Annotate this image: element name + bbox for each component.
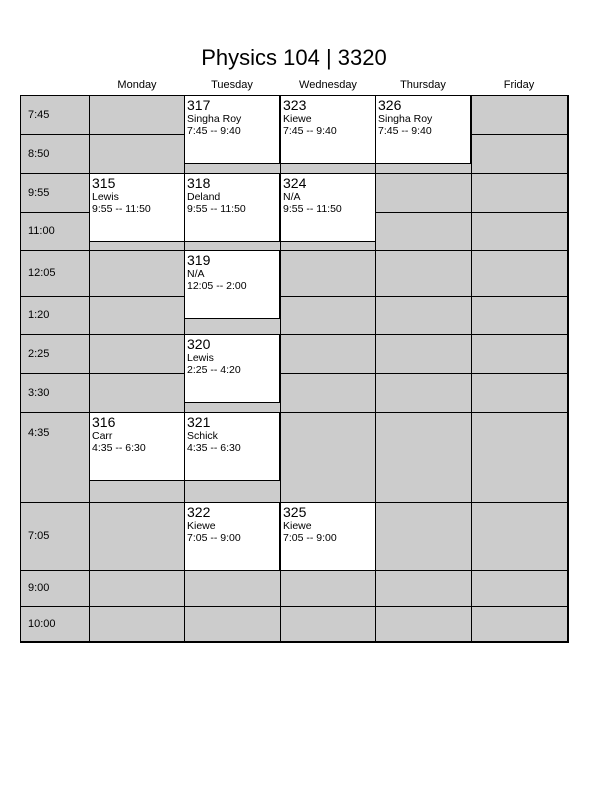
empty-slot <box>89 134 185 174</box>
section-instructor: Lewis <box>187 352 214 364</box>
section-time: 2:25 -- 4:20 <box>187 364 241 376</box>
empty-slot <box>375 570 472 607</box>
empty-slot <box>280 412 376 503</box>
time-slot-label <box>20 334 90 374</box>
empty-slot <box>375 173 472 213</box>
section-time: 9:55 -- 11:50 <box>283 203 342 215</box>
section-block[interactable] <box>184 334 280 403</box>
empty-slot <box>471 173 569 213</box>
section-time: 7:45 -- 9:40 <box>283 125 337 137</box>
empty-slot <box>280 570 376 607</box>
empty-slot <box>280 373 376 413</box>
empty-slot <box>375 502 472 571</box>
time-slot-label <box>20 296 90 335</box>
section-block[interactable] <box>280 173 376 242</box>
section-number: 326 <box>378 97 402 113</box>
time-slot-label <box>20 212 90 251</box>
empty-slot <box>471 606 569 643</box>
section-time: 9:55 -- 11:50 <box>92 203 151 215</box>
empty-slot <box>89 502 185 571</box>
empty-slot <box>471 502 569 571</box>
section-block[interactable] <box>184 502 280 571</box>
time-label-text: 9:00 <box>28 582 50 594</box>
time-slot-label <box>20 173 90 213</box>
empty-slot <box>471 95 569 135</box>
empty-slot <box>184 570 281 607</box>
empty-slot <box>471 212 569 251</box>
empty-slot <box>471 134 569 174</box>
empty-slot <box>89 334 185 374</box>
time-slot-label <box>20 570 90 607</box>
empty-slot <box>184 606 281 643</box>
day-header-friday: Friday <box>503 79 535 91</box>
section-number: 323 <box>283 97 307 113</box>
day-header-monday: Monday <box>117 79 157 91</box>
empty-slot <box>89 296 185 335</box>
time-label-text: 2:25 <box>28 348 50 360</box>
section-block[interactable] <box>375 95 471 164</box>
day-header-tuesday: Tuesday <box>211 79 253 91</box>
section-instructor: Singha Roy <box>378 113 433 125</box>
empty-slot <box>375 296 472 335</box>
empty-slot <box>471 570 569 607</box>
time-slot-label <box>20 412 90 503</box>
time-slot-label <box>20 134 90 174</box>
section-instructor: Kiewe <box>283 520 312 532</box>
section-number: 315 <box>92 175 116 191</box>
empty-slot <box>375 334 472 374</box>
empty-slot <box>280 296 376 335</box>
empty-slot <box>280 250 376 297</box>
section-time: 9:55 -- 11:50 <box>187 203 246 215</box>
time-label-text: 3:30 <box>28 387 50 399</box>
empty-slot <box>89 570 185 607</box>
empty-slot <box>375 373 472 413</box>
time-label-text: 7:05 <box>28 530 50 542</box>
time-slot-label <box>20 250 90 297</box>
empty-slot <box>375 606 472 643</box>
page-title: Physics 104 | 3320 <box>201 45 387 70</box>
section-instructor: Singha Roy <box>187 113 242 125</box>
section-instructor: Carr <box>92 430 113 442</box>
empty-slot <box>280 606 376 643</box>
empty-slot <box>89 250 185 297</box>
time-slot-label <box>20 95 90 135</box>
time-label-text: 11:00 <box>28 225 55 237</box>
empty-slot <box>89 606 185 643</box>
section-instructor: N/A <box>187 268 205 280</box>
section-time: 7:05 -- 9:00 <box>283 532 337 544</box>
empty-slot <box>471 412 569 503</box>
section-instructor: Lewis <box>92 191 119 203</box>
section-time: 7:45 -- 9:40 <box>187 125 241 137</box>
time-slot-label <box>20 373 90 413</box>
section-instructor: Kiewe <box>283 113 312 125</box>
empty-slot <box>89 95 185 135</box>
section-block[interactable] <box>184 250 280 319</box>
time-slot-label <box>20 502 90 571</box>
section-block[interactable] <box>89 412 185 481</box>
section-instructor: N/A <box>283 191 301 203</box>
section-number: 325 <box>283 504 307 520</box>
section-time: 7:45 -- 9:40 <box>378 125 432 137</box>
time-label-text: 8:50 <box>28 148 50 160</box>
empty-slot <box>471 334 569 374</box>
time-label-text: 4:35 <box>28 427 50 439</box>
empty-slot <box>471 250 569 297</box>
section-time: 7:05 -- 9:00 <box>187 532 241 544</box>
section-block[interactable] <box>280 502 376 571</box>
section-block[interactable] <box>89 173 185 242</box>
section-instructor: Schick <box>187 430 218 442</box>
empty-slot <box>375 412 472 503</box>
section-block[interactable] <box>184 412 280 481</box>
section-number: 319 <box>187 252 211 268</box>
time-label-text: 10:00 <box>28 618 56 630</box>
day-header-wednesday: Wednesday <box>299 79 357 91</box>
section-time: 4:35 -- 6:30 <box>92 442 146 454</box>
section-block[interactable] <box>280 95 376 164</box>
section-block[interactable] <box>184 95 280 164</box>
empty-slot <box>375 212 472 251</box>
section-number: 320 <box>187 336 211 352</box>
section-block[interactable] <box>184 173 280 242</box>
time-label-text: 9:55 <box>28 187 50 199</box>
empty-slot <box>471 373 569 413</box>
empty-slot <box>89 373 185 413</box>
empty-slot <box>471 296 569 335</box>
time-label-text: 7:45 <box>28 109 50 121</box>
day-header-thursday: Thursday <box>400 79 446 91</box>
section-instructor: Deland <box>187 191 221 203</box>
empty-slot <box>375 250 472 297</box>
time-label-text: 1:20 <box>28 309 50 321</box>
section-instructor: Kiewe <box>187 520 216 532</box>
section-time: 12:05 -- 2:00 <box>187 280 247 292</box>
time-slot-label <box>20 606 90 643</box>
section-number: 324 <box>283 175 307 191</box>
time-label-text: 12:05 <box>28 267 56 279</box>
section-number: 316 <box>92 414 116 430</box>
section-number: 317 <box>187 97 211 113</box>
empty-slot <box>280 334 376 374</box>
section-number: 322 <box>187 504 211 520</box>
section-time: 4:35 -- 6:30 <box>187 442 241 454</box>
section-number: 318 <box>187 175 211 191</box>
section-number: 321 <box>187 414 211 430</box>
